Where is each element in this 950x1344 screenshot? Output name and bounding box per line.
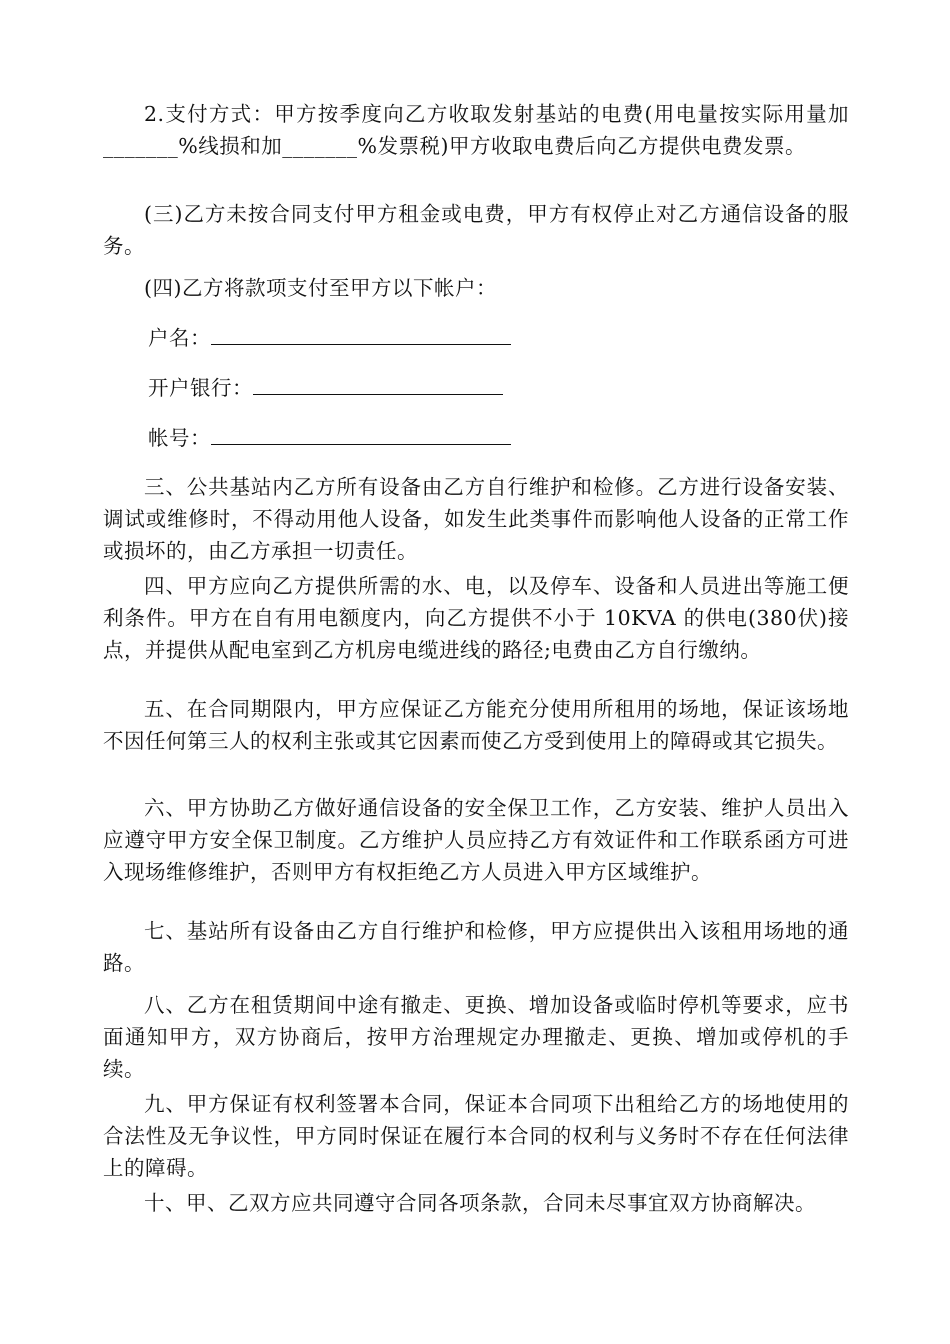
account-name-blank	[211, 322, 511, 345]
account-number-blank	[211, 422, 511, 445]
section-7-paragraph: 七、基站所有设备由乙方自行维护和检修，甲方应提供出入该租用场地的通路。	[103, 919, 849, 975]
section-9-paragraph: 九、甲方保证有权利签署本合同，保证本合同项下出租给乙方的场地使用的合法性及无争议性，甲方同时保证在履行本合同的权利与义务时不存在任何法律上的障碍。	[103, 1092, 849, 1180]
account-number-field	[148, 422, 511, 454]
account-name-label: 户名：	[148, 326, 211, 350]
bank-blank	[253, 372, 503, 395]
clause-4-paragraph: (四)乙方将款项支付至甲方以下帐户：	[144, 276, 497, 300]
section-6-paragraph: 六、甲方协助乙方做好通信设备的安全保卫工作，乙方安装、维护人员出入应遵守甲方安全保卫制度。乙方维护人员应持乙方有效证件和工作联系函方可进入现场维修维护，否则甲方有权拒绝乙方人员进入甲方区域维护。	[103, 796, 849, 884]
section-4-paragraph: 四、甲方应向乙方提供所需的水、电，以及停车、设备和人员进出等施工便利条件。甲方在自有用电额度内，向乙方提供不小于 10KVA 的供电(380伏)接点，并提供从配电室到乙方机房电缆进线的路径;电费由乙方自行缴纳。	[103, 574, 849, 662]
section-10-paragraph: 十、甲、乙双方应共同遵守合同各项条款，合同未尽事宜双方协商解决。	[144, 1191, 816, 1215]
payment-method-paragraph: 2.支付方式：甲方按季度向乙方收取发射基站的电费(用电量按实际用量加_______%线损和加_______%发票税)甲方收取电费后向乙方提供电费发票。	[103, 102, 849, 158]
section-3-paragraph: 三、公共基站内乙方所有设备由乙方自行维护和检修。乙方进行设备安装、调试或维修时，不得动用他人设备，如发生此类事件而影响他人设备的正常工作或损坏的，由乙方承担一切责任。	[103, 475, 849, 563]
bank-field	[148, 372, 503, 404]
section-5-paragraph: 五、在合同期限内，甲方应保证乙方能充分使用所租用的场地，保证该场地不因任何第三人的权利主张或其它因素而使乙方受到使用上的障碍或其它损失。	[103, 697, 849, 753]
clause-3-paragraph: (三)乙方未按合同支付甲方租金或电费，甲方有权停止对乙方通信设备的服务。	[103, 202, 849, 258]
account-number-label: 帐号：	[148, 426, 211, 450]
bank-label: 开户银行：	[148, 376, 253, 400]
section-8-paragraph: 八、乙方在租赁期间中途有撤走、更换、增加设备或临时停机等要求，应书面通知甲方，双方协商后，按甲方治理规定办理撤走、更换、增加或停机的手续。	[103, 993, 849, 1081]
account-name-field	[148, 322, 511, 354]
